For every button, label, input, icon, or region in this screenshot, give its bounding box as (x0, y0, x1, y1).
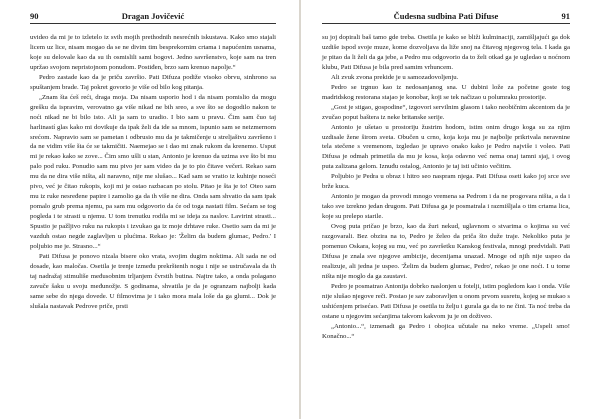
paragraph: Pati Difusa je ponovo nizala bisere oko vrata, svojim dugim noktima. Ali sada ne od dosade, kao maločas. Osetila je trenje između prekrštenih nogu i nije se ustručavala da ih taj nadražaj stimuliše međusobnim trljanjem čvrstih butina. Najtre tako, a onda polagano zavuče šaku u svoju međunožje. S godinama, shvatila je da je ogranzam najbolji kada same sebe do njega dovede. U filmovima je i tako mora mala loše da ga glumi... Dok je slušala nastavak Pedrove priče, prsti (30, 252, 276, 310)
right-page-header (322, 11, 570, 24)
paragraph: „Antonio...“, izmenadi ga Pedro i obojica učutale na neko vreme. „Uspeli smo! Konačno...“ (322, 322, 570, 340)
paragraph: Pedro zastade kao da je priču završio. Pati Difuza podiže visoko obrvu, sinhrono sa spuštanjem brade. Taj pokret govorio je više od bilo kog pitanja. (30, 73, 276, 91)
paragraph: Pedro je posmatrao Antonija dobrko naslonjen u fotelji, istim pogledom kao i onda. Više nije slušao njegove reči. Postao je sav zaboravljen u onom prvom susretu, kojeg se mukao s ushićenjem prisećao. Pati Difusa je osetila tu želju i gurala ga da to ne čini. Ta noć treba da ostane u njegovim sećanjima takvom kakvom ju je on doživeo. (322, 282, 570, 320)
running-head: Dragan Jovičević (121, 11, 185, 21)
running-head: Čudesna sudbina Pati Difuse (393, 11, 499, 21)
paragraph: Ali zvuk zvona prekide je u samozadovoljenju. (331, 73, 459, 81)
left-page-body (30, 33, 276, 312)
paragraph: Pedro se trgnuo kao iz nedosanjanog sna. U dubini lože za početne goste tog madridskog restorana stajao je konobar, koji se tek načizao u polumraku prostorije. (322, 83, 570, 101)
left-page-header (30, 11, 276, 24)
right-page-body (322, 33, 570, 342)
paragraph: „Gost je stigao, gospodine“, izgovori servilnim glasom i tako neobičnim akcentom da je zvučao poput baštera iz neke britanske serije. (322, 103, 570, 121)
paragraph: Antonio je ušetao u prostoriju žustrim hodom, istim onim drugo koga su za njim uzdisale žene širom sveta. Obučen u crno, koja koja mu je najbolje prikrivala neravnine tela stečene s vremenom, izgledao je upravo onako kako je Pedro najviše i voleo. Pati Difusa je odmah primetila da mu je kosa, koja odavno već nema onaj tamni sjaj, i ovog puta zalizana gelom. Iznuđu ostalog, Antonio je taj isti učinio večitim. (322, 123, 570, 171)
paragraph: Poljubio je Pedra u obraz i hitro seo naspram njega. Pati Difusa oseti kako joj srce sve brže kuca. (322, 173, 570, 191)
paragraph: Antonio je mogao da provodi mnogo vremena sa Pedrom i da ne progovara ništa, a da i tako sve izrekno jedan drugom. Pati Difusa ga je posmatrala i razmišljala o tim crtama lica, koje su prelepo starile. (322, 193, 570, 221)
page-number: 91 (561, 11, 570, 21)
page-number: 90 (30, 11, 39, 21)
paragraph: „Znam šta ćeš reći, draga moja. Da nisam usporio hod i da nisam pomislio da mogu grešku da ispravim, verovatno ga više nikad ne bih sreo, a sve što se dogodilo nakon te noći nikad ne bi bilo isto. Ali ja sam to uradio. I bio sam u pravu. Čim sam čuo taj harlinastí glas kako mi dovikuje da ipak želi da ide sa mnom, ispunio sam se neizmernom srećom. Napravio sam se pametan i odbrusio mu da je takmičenje u streljaštvu završeno i da ne vidim više šta će se takmičiti. Naemejao se i dao mi znak rukom da krenemo. Usput mi je rekao kako se zove... Čim smo ušli u stan, Antonio je krenuo da uzima sve što bi mu palo pod ruku. Ponudio sam mu pivo jer sam video da je to pio čitave večeri. Rekao sam mu da ne dira više ništa, ali naravno, nije me slušao... Kad sam se vratio iz kuhinje noseći pivo, već je čitao rukopis, koji mi je ostao razbacan po stolu. Pitao je šta je to! Oteo sam mu iz ruke nesređene papire i zamolio ga da ih više ne dira. Onda sam shvatio da sam ipak pomalo grub prema njemu, pa sam mu odgovorio da će od toga nastati film. Sećam se tog pogleda i te strasti u njemu. U tom trenutku rodila mi se ideja za naslov. Lavirint strasti... Spustio je pažljivo ruku na rukopis i izvukao ga iz moje drhtave ruke. Osetio sam da mi je vazduh ostao negde zaglavljen u plućima. Rekao je: 'Želim da budem glumac, Pedro.' I poljubio me je. Strasno...“ (30, 93, 276, 251)
paragraph: uvideo da mi je to izletelo iz svih mojih prethodnih nesrećnih iskustava. Kako smo stajali licem uz lice, nisam mogao da se ne divim tim besprekornim crtama i napućenim usnama, koje su delovale kao da su ih osmislili sami bogovi. Jedno savršenstvo, koje sam na tren upržao svojom nepristojnom ponudom. Postiđen, brzo sam krenuo napolje.“ (30, 34, 276, 71)
right-page (300, 0, 600, 419)
paragraph: su joj dopirali baš tamo gde treba. Osetila je kako se bliži kulminaciji, zamišljajući ga dok uzdiše ispod svoje muze, kome dozvoljava da liže snoj na čitavog njegovog tela. I kada ga je pitao da li želi da ga jebe, a Pedro mu odgovorio da to želi otkad ga je ugledao u noćnom klubu, Pati Difusa je bila pred samim vrhuncem. (322, 34, 570, 71)
paragraph: Ovog puta pričao je brzo, kao da žuri nekud, uglavnom o stvarima o kojima su već razgovarali. Bez obzira na to, Pedro je želeo da priča što duže traje. Nekoliko puta je pomenuo Oskara, kojeg su mu, već po završetku Kanskog festivala, mnogi predvidali. Pati Difusa je znala sve njegove ambicije, decenijama unazad. Mnoge od njih nije uspeo da realizuje, ali jedna je uspeo. 'Želim da budem glumac, Pedro', rekao je one noći. I u tome ništa nije moglo da ga zaustavi. (322, 223, 570, 280)
